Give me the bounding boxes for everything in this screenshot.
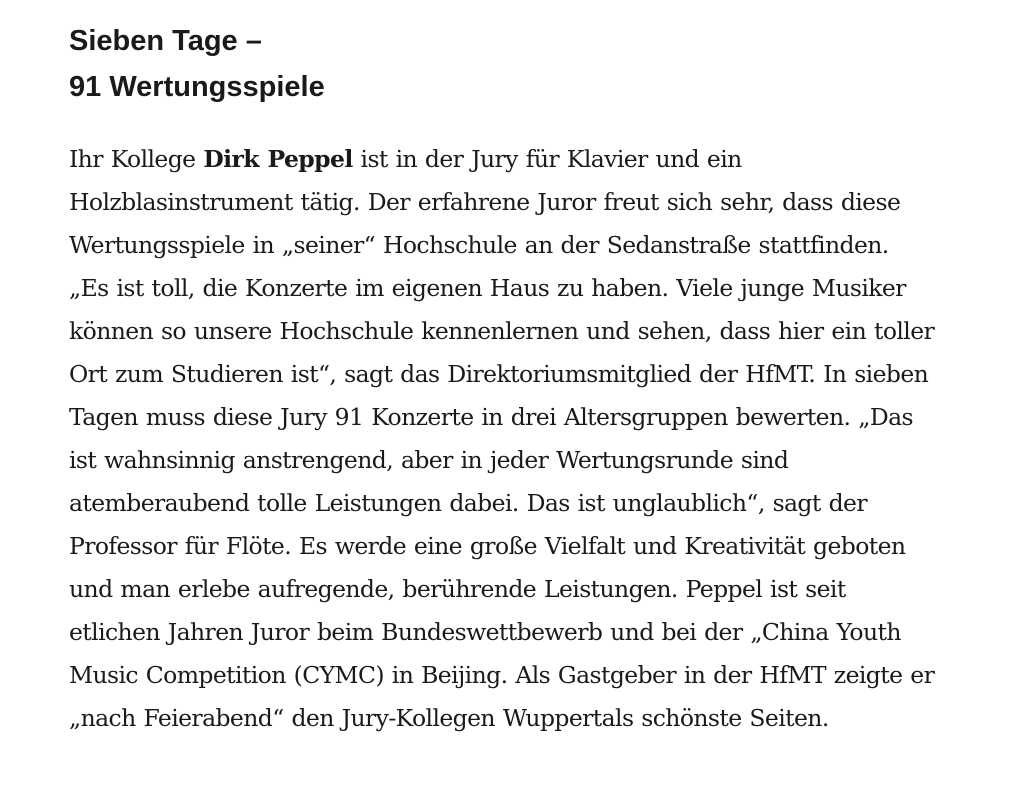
paragraph-line: können so unsere Hochschule kennenlernen und sehen, dass hier ein toller [69,317,935,345]
paragraph-line: ist wahnsinnig anstrengend, aber in jeder Wertungsrunde sind [69,446,789,474]
paragraph-line: „Es ist toll, die Konzerte im eigenen Haus zu haben. Viele junge Musiker [69,274,906,302]
intro-text: Ihr Kollege [69,145,204,173]
paragraph-line: Tagen muss diese Jury 91 Konzerte in drei Altersgruppen bewerten. „Das [69,403,913,431]
paragraph-line: „nach Feierabend“ den Jury-Kollegen Wuppertals schönste Seiten. [69,704,829,732]
heading-line-1: Sieben Tage – [69,25,262,57]
paragraph-line: Ort zum Studieren ist“, sagt das Direktoriumsmitglied der HfMT. In sieben [69,360,929,388]
article [69,18,999,740]
paragraph-line [69,138,999,181]
paragraph-line: etlichen Jahren Juror beim Bundeswettbewerb und bei der „China Youth [69,618,901,646]
heading-line-2: 91 Wertungsspiele [69,71,325,103]
paragraph-line: Wertungsspiele in „seiner“ Hochschule an der Sedanstraße stattfinden. [69,231,889,259]
intro-text-continued: ist in der Jury für Klavier und ein [352,145,742,173]
paragraph-line: Music Competition (CYMC) in Beijing. Als Gastgeber in der HfMT zeigte er [69,661,935,689]
paragraph-line: Holzblasinstrument tätig. Der erfahrene Juror freut sich sehr, dass diese [69,188,901,216]
paragraph-line: Professor für Flöte. Es werde eine große Vielfalt und Kreativität geboten [69,532,906,560]
person-name: Dirk Peppel [203,145,353,173]
paragraph-line: und man erlebe aufregende, berührende Leistungen. Peppel ist seit [69,575,846,603]
article-heading [69,18,999,110]
article-paragraph [69,138,999,740]
paragraph-line: atemberaubend tolle Leistungen dabei. Das ist unglaublich“, sagt der [69,489,867,517]
